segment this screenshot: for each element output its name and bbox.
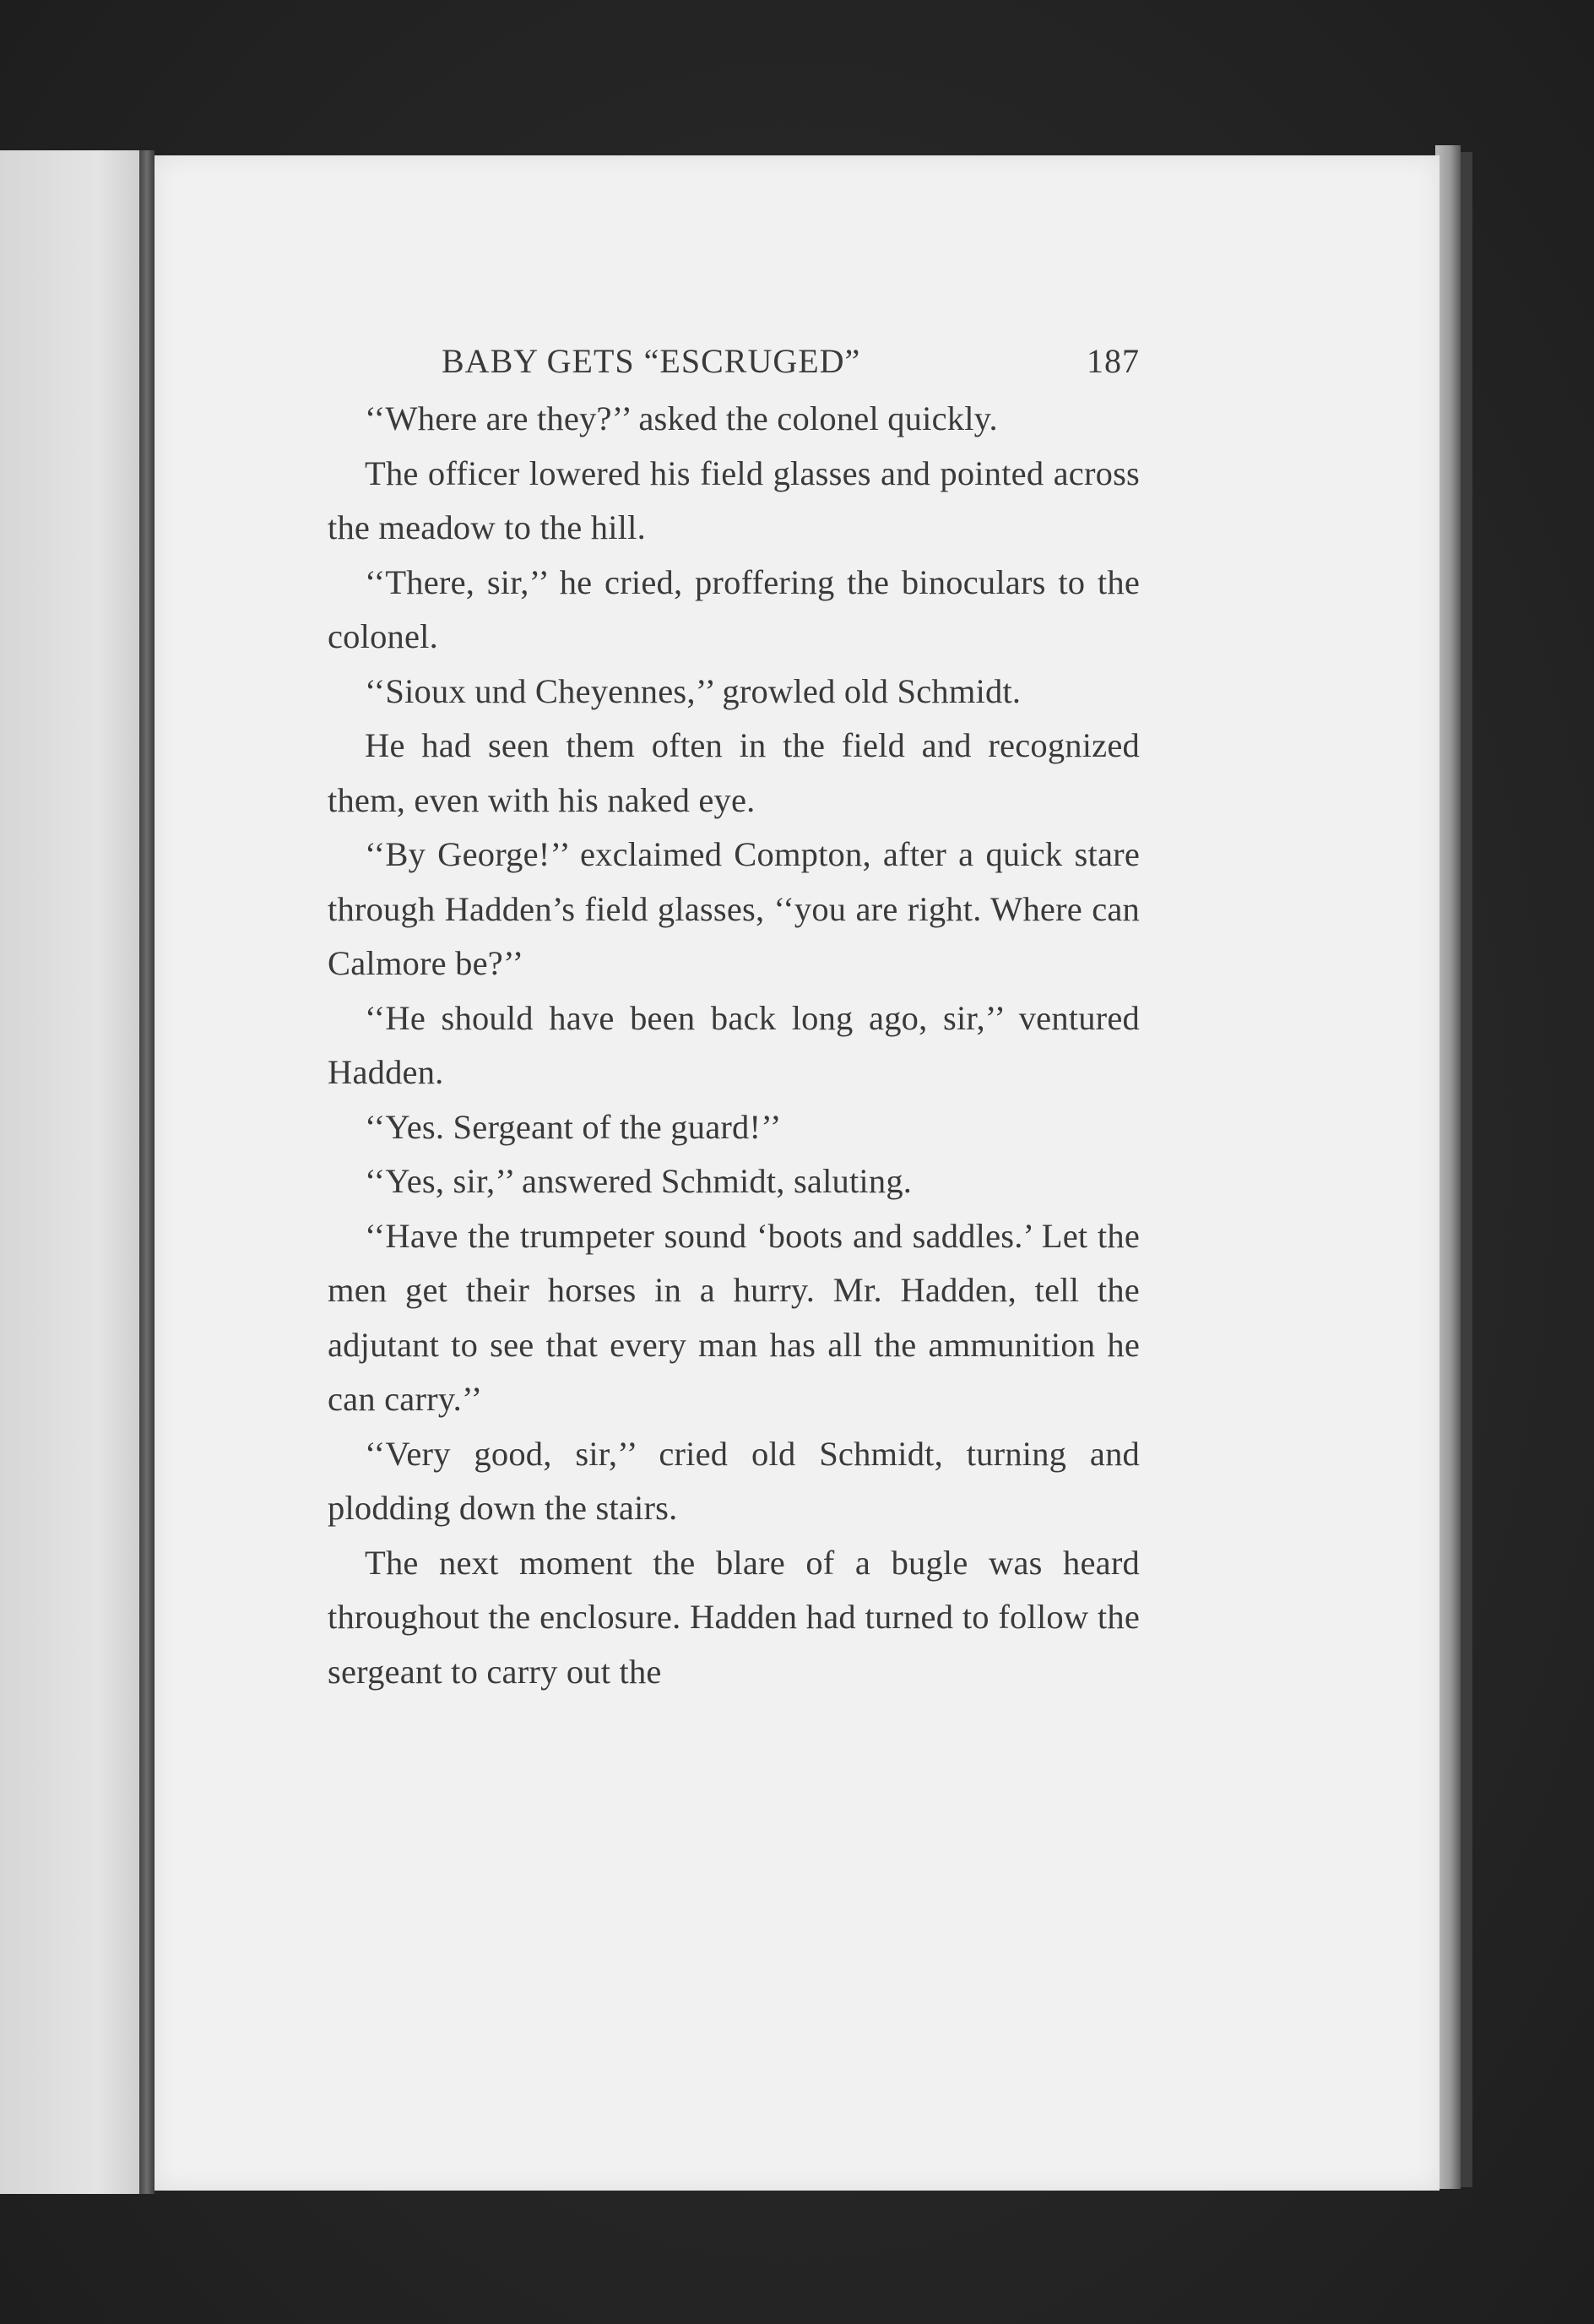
paragraph: He had seen them often in the field and recognized them, even with his naked eye. xyxy=(328,726,1140,819)
paragraph: ‘‘Sioux und Cheyennes,’’ growled old Schmidt. xyxy=(365,671,1022,710)
paragraph: ‘‘He should have been back long ago, sir,’’ ventured Hadden. xyxy=(328,998,1140,1091)
paragraph: ‘‘Where are they?’’ asked the colonel quickly. xyxy=(365,399,998,437)
paragraph: ‘‘Yes. Sergeant of the guard!’’ xyxy=(365,1107,782,1146)
book-page xyxy=(155,155,1439,2191)
book-gutter xyxy=(139,150,155,2194)
paragraph: ‘‘There, sir,’’ he cried, proffering the binoculars to the colonel. xyxy=(328,562,1140,655)
page-number: 187 xyxy=(1087,342,1140,380)
facing-page-edge xyxy=(0,150,139,2194)
paragraph: ‘‘By George!’’ exclaimed Compton, after a quick stare through Hadden’s field glasses, ‘‘you are right. Where can Calmore be?’’ xyxy=(328,835,1140,982)
paragraph: ‘‘Yes, sir,’’ answered Schmidt, saluting. xyxy=(365,1162,913,1200)
book-cover-edge xyxy=(1461,152,1472,2187)
paragraph: ‘‘Very good, sir,’’ cried old Schmidt, turning and plodding down the stairs. xyxy=(328,1434,1140,1527)
running-head xyxy=(328,341,1140,392)
paragraph: ‘‘Have the trumpeter sound ‘boots and saddles.’ Let the men get their horses in a hurry. Mr. Hadden, tell the adjutant to see that every man has all the ammunition he can carry.’’ xyxy=(328,1216,1140,1418)
page-text-block xyxy=(328,341,1140,1699)
paragraph: The next moment the blare of a bugle was heard throughout the enclosure. Hadden had turned to follow the sergeant to carry out the xyxy=(328,1543,1140,1691)
paragraph: The officer lowered his field glasses and pointed across the meadow to the hill. xyxy=(328,453,1140,546)
running-title: BABY GETS “ESCRUGED” xyxy=(442,342,861,380)
